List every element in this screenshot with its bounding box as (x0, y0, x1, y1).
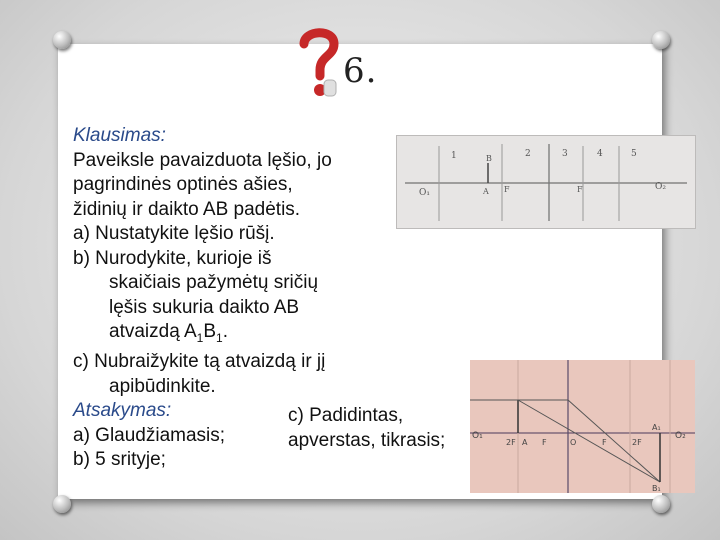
question-item-b-3: lęšis sukuria daikto AB (109, 296, 300, 318)
region-1-label: 1 (451, 151, 457, 161)
question-item-b-2: skaičiais pažymėtų sričių (109, 272, 319, 293)
pin-top-right-icon (652, 31, 670, 49)
answer-c-block (288, 404, 445, 453)
region-4-label: 4 (597, 149, 603, 159)
item-b-4-post: . (222, 321, 229, 342)
question-mark-icon (298, 24, 340, 100)
answer-figure-photo (470, 360, 695, 493)
f-right-label: F (577, 185, 583, 194)
region-5-label: 5 (631, 149, 637, 159)
question-label: Klausimas: (73, 125, 166, 146)
fig2-2f-right-label: 2F (632, 438, 642, 447)
answer-a: a) Glaudžiamasis; (73, 424, 226, 446)
question-line-1: Paveiksle pavaizduota lęšio, jo (73, 149, 332, 171)
answer-b: b) 5 srityje; (73, 449, 166, 471)
question-item-c-1: c) Nubraižykite tą atvaizdą ir jį (73, 351, 326, 373)
fig2-2f-left-label: 2F (506, 438, 516, 447)
question-line-2: pagrindinės optinės ašies, (73, 174, 293, 195)
pin-bottom-left-icon (53, 495, 71, 513)
question-item-c-2: apibūdinkite. (109, 375, 216, 397)
question-line-3: židinių ir daikto AB padėtis. (73, 198, 301, 220)
item-b-4-sub2: 1 (216, 330, 223, 345)
region-3-label: 3 (562, 149, 568, 159)
question-item-a: a) Nustatykite lęšio rūšį. (73, 223, 275, 244)
b-label: B (486, 154, 492, 163)
answer-c-line-2: apverstas, tikrasis; (288, 429, 446, 451)
fig2-o2-label: O₂ (675, 431, 686, 441)
fig2-o1-label: O₁ (472, 431, 483, 441)
o1-label: O₁ (419, 188, 430, 198)
item-b-4-text: atvaizdą A (109, 321, 197, 342)
answer-figure-drawing (470, 360, 695, 493)
a-label: A (483, 187, 489, 196)
fig2-f-right-label: F (602, 438, 607, 447)
region-2-label: 2 (525, 149, 531, 159)
fig2-b1-label: B₁ (652, 484, 661, 493)
pin-bottom-right-icon (652, 495, 670, 513)
answer-c-line-1: c) Padidintas, (288, 405, 404, 426)
lens-figure-drawing (397, 136, 695, 228)
item-b-4-sub1: 1 (196, 330, 204, 345)
f-left-label: F (504, 185, 510, 194)
slide-number: 6. (343, 51, 378, 91)
lens-figure-photo (396, 135, 696, 229)
fig2-a1-label: A₁ (652, 423, 661, 432)
pin-top-left-icon (53, 31, 71, 49)
fig2-a-label: A (522, 438, 528, 447)
fig2-f-left-label: F (542, 438, 547, 447)
fig2-o-label: O (570, 438, 577, 447)
item-b-4-mid: B (203, 321, 217, 342)
question-item-b-1: b) Nurodykite, kurioje iš (73, 247, 272, 269)
o2-label: O₂ (655, 182, 666, 192)
question-item-b-4 (73, 320, 332, 350)
answer-label: Atsakymas: (73, 400, 172, 422)
